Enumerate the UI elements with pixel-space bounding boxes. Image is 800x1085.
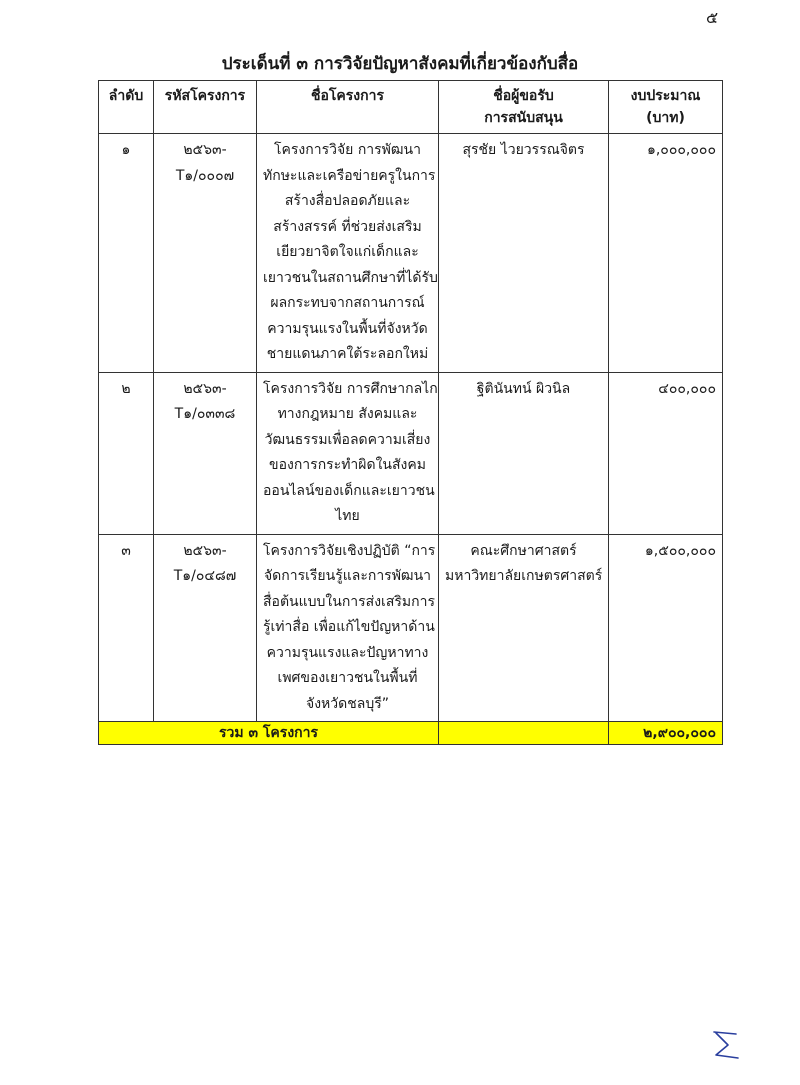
total-budget: ๒,๙๐๐,๐๐๐ [609,722,723,745]
header-budget: งบประมาณ (บาท) [609,81,723,134]
row-number: ๓ [99,534,154,722]
project-code: ๒๕๖๓- T๑/๐๐๐๗ [154,134,257,373]
row-number: ๒ [99,372,154,534]
project-code: ๒๕๖๓- T๑/๐๓๓๘ [154,372,257,534]
project-budget-table [98,80,723,745]
row-number: ๑ [99,134,154,373]
budget-amount: ๑,๕๐๐,๐๐๐ [609,534,723,722]
requester-name: สุรชัย ไวยวรรณจิตร [439,134,609,373]
header-requester: ชื่อผู้ขอรับ การสนับสนุน [439,81,609,134]
table-row [99,534,723,722]
project-name: โครงการวิจัยเชิงปฏิบัติ “การ จัดการเรียนรู้และการพัฒนา สื่อต้นแบบในการส่งเสริมการ รู้เท่าสื่อ เพื่อแก้ไขปัญหาด้าน ความรุนแรงและปัญหาทาง เพศของเยาวชนในพื้นที่ จังหวัดชลบุรี” [257,534,439,722]
total-row [99,722,723,745]
budget-amount: ๔๐๐,๐๐๐ [609,372,723,534]
project-name: โครงการวิจัย การศึกษากลไก ทางกฎหมาย สังคมและ วัฒนธรรมเพื่อลดความเสี่ยง ของการกระทำผิดในสังคม ออนไลน์ของเด็กและเยาวชน ไทย [257,372,439,534]
requester-name: คณะศึกษาศาสตร์ มหาวิทยาลัยเกษตรศาสตร์ [439,534,609,722]
total-empty-cell [439,722,609,745]
project-name: โครงการวิจัย การพัฒนา ทักษะและเครือข่ายครูในการ สร้างสื่อปลอดภัยและ สร้างสรรค์ ที่ช่วยส่งเสริม เยียวยาจิตใจแก่เด็กและ เยาวชนในสถานศึกษาที่ได้รับ ผลกระทบจากสถานการณ์ ความรุนแรงในพื้นที่จังหวัด ชายแดนภาคใต้ระลอกใหม่ [257,134,439,373]
header-no: ลำดับ [99,81,154,134]
budget-amount: ๑,๐๐๐,๐๐๐ [609,134,723,373]
table-row [99,372,723,534]
table-row [99,134,723,373]
project-code: ๒๕๖๓- T๑/๐๔๘๗ [154,534,257,722]
total-label: รวม ๓ โครงการ [99,722,439,745]
section-title: ประเด็นที่ ๓ การวิจัยปัญหาสังคมที่เกี่ยวข้องกับสื่อ [221,54,579,74]
page-number: ๕ [706,8,719,27]
header-project-name: ชื่อโครงการ [257,81,439,134]
requester-name: ฐิตินันทน์ ผิวนิล [439,372,609,534]
signature-mark-icon [710,1028,744,1062]
header-project-code: รหัสโครงการ [154,81,257,134]
table-header-row [99,81,723,134]
